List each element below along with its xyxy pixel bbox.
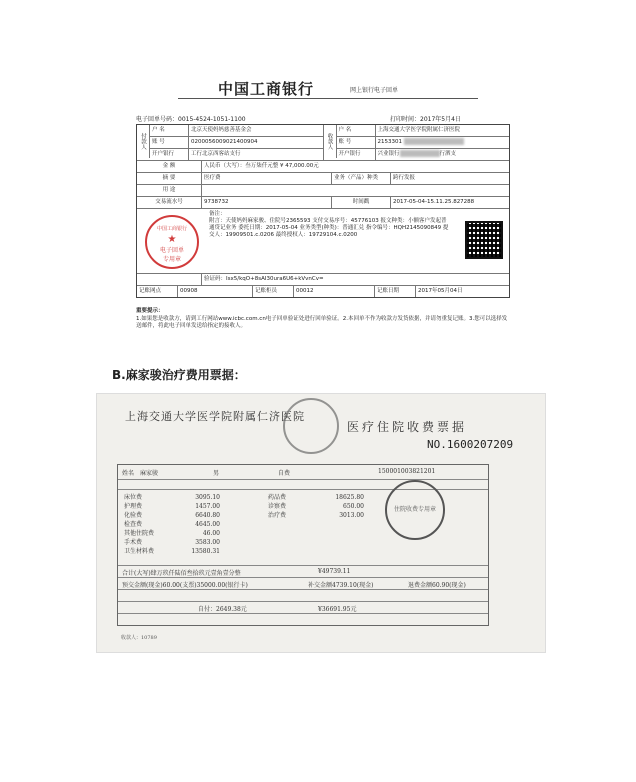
fee-row [124, 520, 220, 529]
fee-amount: 18625.80 [335, 494, 364, 501]
prepay-line: 预交金额(现金)60.00(支票)35000.00(银行卡) [122, 582, 248, 589]
fee-row [268, 502, 364, 511]
hospital-name: 上海交通大学医学院附属仁济医院 [125, 410, 305, 423]
timestamp-label: 时间戳 [332, 197, 391, 208]
hospital-receipt [96, 393, 546, 653]
fee-row [124, 493, 220, 502]
bottom-total: ¥36691.95元 [318, 606, 357, 613]
refund-line: 退费金额60.90(现金) [408, 582, 466, 589]
fee-amount: 3095.10 [195, 494, 220, 501]
record-date-label: 记账日期 [375, 286, 416, 297]
fee-name: 治疗费 [268, 512, 287, 519]
payer-account: 0200056009021400904 [191, 139, 258, 145]
amount-label: 金 额 [137, 161, 202, 172]
payer-bank: 工行北京西客站支行 [191, 151, 241, 157]
fee-row [268, 511, 364, 520]
serial-number: 150001003821201 [378, 468, 436, 475]
fee-name: 手术费 [124, 539, 143, 546]
payer-bank-label: 开户银行 [150, 149, 189, 160]
payee-account: 2153301 [376, 137, 466, 148]
insurance-type: 自费 [278, 470, 291, 477]
party-block [137, 125, 509, 161]
section-heading: B.麻家骏治疗费用票据： [112, 368, 246, 382]
fee-row [268, 493, 364, 502]
fee-amount: 3583.00 [195, 539, 220, 546]
fee-name: 卫生材料费 [124, 548, 155, 555]
qr-code-icon [465, 221, 503, 259]
fee-name: 其他住院费 [124, 530, 155, 537]
fee-name: 检查费 [124, 521, 143, 528]
purpose-label: 摘 要 [137, 173, 202, 184]
hospital-stamp: 住院收费专用章 [385, 480, 445, 540]
fee-amount: 46.00 [202, 530, 220, 537]
hospital-receipt-no: NO.1600207209 [427, 438, 514, 451]
print-time: 打印时间：2017年5月4日 [390, 116, 461, 123]
fee-row [124, 511, 220, 520]
finance-stamp [283, 398, 339, 454]
record-outlet-label: 记账网点 [137, 286, 178, 297]
hint-title: 重要提示： [136, 308, 164, 314]
fee-list-left [124, 493, 220, 556]
title-underline [178, 98, 478, 99]
fee-amount: 3013.00 [339, 512, 364, 519]
payee-bank: 兴业银行 行泗支 [377, 151, 457, 157]
record-teller-label: 记账柜员 [253, 286, 294, 297]
patient-gender: 男 [213, 470, 220, 477]
record-outlet-value: 00908 [178, 286, 253, 297]
fee-row [124, 529, 220, 538]
fee-name: 化验费 [124, 512, 143, 519]
payee-info [337, 125, 510, 160]
hospital-receipt-title: 医疗住院收费票据 [347, 420, 468, 434]
bank-seal: 中国工商银行 ★ 电子回单 专用章 [145, 215, 199, 269]
hint-text: 1.如果您是收款方，请到工行网站www.icbc.com.cn电子回单验证处进行回单验证。2.本回单不作为收款方发货依据，并请勿重复记账。3.您可以选择发送邮件，将此电子回单发送给指定的接收人。 [136, 316, 508, 329]
remarks-text: 备注： 附言：天使妈妈麻家骏、住院号2365593 支付交易序号：45776103 报文种类：小额客户发起普通贷记业务 委托日期：2017-05-04 业务类型(种类)：普通汇兑 指令编号：HQH2145090849 提交人：19909501.c.0206 最终授权人：19729104.c.0200 [209, 211, 449, 238]
fee-row [124, 538, 220, 547]
payer-info [150, 125, 324, 160]
timestamp-value: 2017-05-04-15.11.25.827288 [393, 199, 475, 205]
fee-row [124, 502, 220, 511]
fee-amount: 1457.00 [195, 503, 220, 510]
use-label: 用 途 [137, 185, 202, 196]
self-pay: 自付：2649.38元 [198, 606, 247, 613]
biz-type-label: 业务（产品）种类 [332, 173, 391, 184]
payee-name: 上海交通大学医学院附属仁济医院 [377, 127, 461, 133]
receipt-subtitle: 网上银行电子回单 [350, 87, 399, 94]
total-uppercase: 合计(大写)肆万玖仟陆佰叁拾玖元壹角壹分整 [122, 570, 241, 577]
fee-name: 药品费 [268, 494, 287, 501]
fee-name: 床位费 [124, 494, 143, 501]
verify-code: 验证码：Isx5/kqO+8sAI30ura6U6+kVvnCv= [204, 276, 324, 282]
remarks-block [137, 209, 509, 274]
receipt-table [136, 124, 510, 298]
fee-amount: 4645.00 [195, 521, 220, 528]
fee-name: 诊察费 [268, 503, 287, 510]
txn-no-value: 9738732 [202, 197, 332, 208]
record-teller-value: 00012 [294, 286, 375, 297]
amount-value: 人民币（大写）：叁万柒仟元整 ¥ 47,000.00元 [204, 163, 319, 169]
receipt-number: 电子回单号码：0015-4524-1051-1100 [136, 116, 246, 123]
payee-account-label: 账 号 [337, 137, 376, 148]
payee-label: 收款人 [324, 125, 337, 158]
biz-type-value: 跨行发报 [393, 175, 416, 181]
txn-no-label: 交易流水号 [137, 197, 202, 208]
payer-account-label: 账 号 [150, 137, 189, 148]
collector: 收款人：10789 [121, 635, 157, 641]
fee-list-right [268, 493, 364, 520]
payee-name-label: 户 名 [337, 125, 376, 136]
payer-name-label: 户 名 [150, 125, 189, 136]
patient-label: 姓名 [122, 470, 135, 477]
payee-bank-label: 开户银行 [337, 149, 376, 160]
fee-row [124, 547, 220, 556]
bank-name: 中国工商银行 [218, 80, 315, 98]
purpose-value: 医疗费 [202, 173, 332, 184]
total-number: ¥49739.11 [318, 568, 351, 575]
fee-amount: 6640.80 [195, 512, 220, 519]
fee-name: 护理费 [124, 503, 143, 510]
patient-name: 麻家骏 [140, 470, 159, 477]
bank-receipt [128, 72, 514, 342]
balance-line: 补交金额4739.10(现金) [308, 582, 374, 589]
use-value [202, 185, 206, 196]
payer-name: 北京天使妈妈慈善基金会 [191, 127, 252, 133]
fee-amount: 13580.31 [191, 548, 220, 555]
payer-label: 付款人 [137, 125, 150, 158]
fee-amount: 650.00 [343, 503, 364, 510]
record-date-value: 2017年05月04日 [418, 288, 463, 294]
